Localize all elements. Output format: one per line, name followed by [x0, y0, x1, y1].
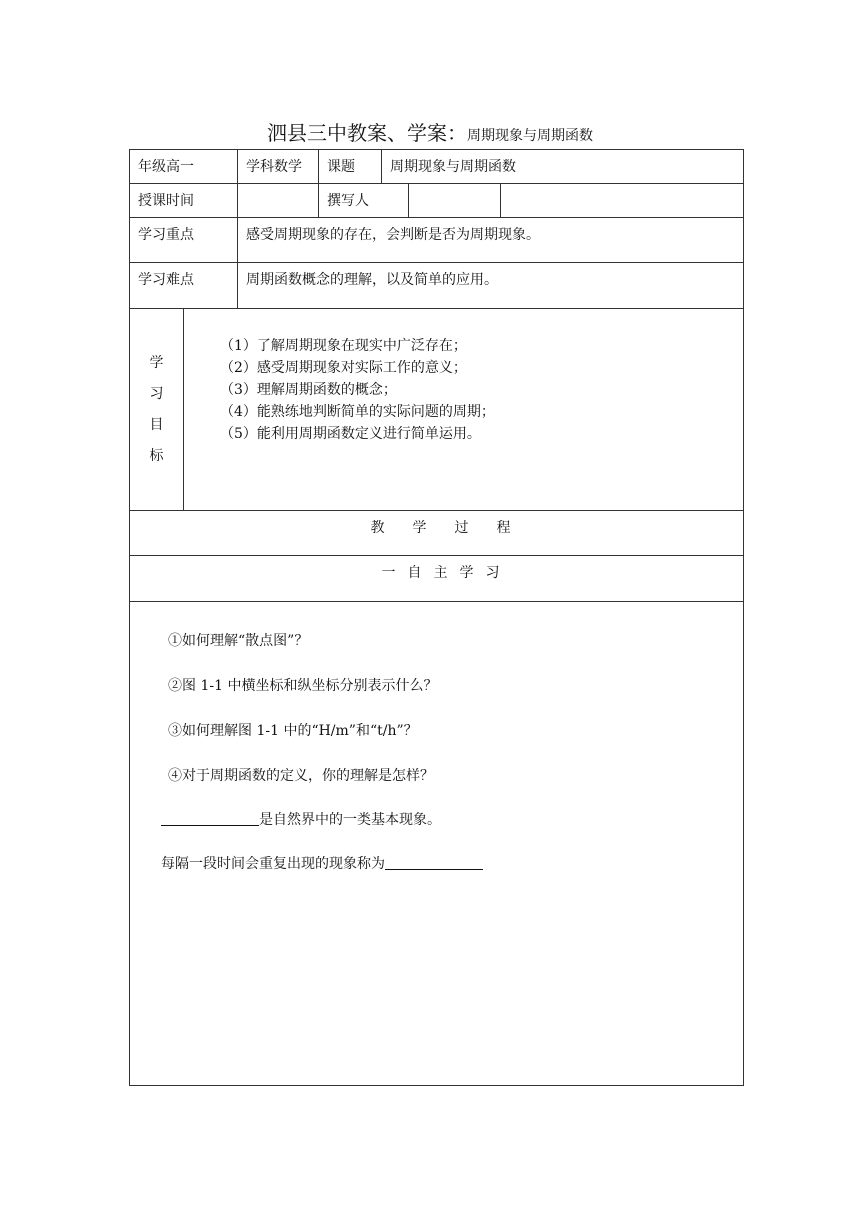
question-1: ①如何理解“散点图”？ — [168, 633, 309, 649]
author-value-cell — [409, 184, 501, 218]
blank-line[interactable] — [385, 855, 483, 870]
blank-line[interactable] — [161, 811, 259, 826]
question-2: ②图 1-1 中横坐标和纵坐标分别表示什么？ — [168, 678, 438, 694]
grade-cell: 年级高一 — [130, 150, 238, 184]
title-sub: 周期现象与周期函数 — [467, 128, 593, 144]
time-value-cell — [238, 184, 319, 218]
question-3: ③如何理解图 1-1 中的“H/m”和“t/h”？ — [168, 723, 418, 739]
key-point-label: 学习重点 — [130, 218, 238, 263]
objectives-label: 学 习 目 标 — [130, 309, 184, 511]
key-point-value: 感受周期现象的存在，会判断是否为周期现象。 — [238, 218, 744, 263]
fill-blank-2: 每隔一段时间会重复出现的现象称为 — [161, 853, 483, 873]
lesson-plan-table — [129, 149, 744, 1086]
objective-item: （4）能熟练地判断简单的实际问题的周期； — [220, 404, 495, 420]
title-main: 泗县三中教案、学案： — [267, 121, 467, 145]
self-study-area — [130, 602, 744, 1086]
objective-item: （1）了解周期现象在现实中广泛存在； — [220, 338, 467, 354]
author-label-cell: 撰写人 — [319, 184, 409, 218]
objective-item: （3）理解周期函数的概念； — [220, 382, 397, 398]
question-4: ④对于周期函数的定义，你的理解是怎样？ — [168, 768, 434, 784]
objectives-list — [184, 309, 744, 511]
section-heading: 一自主学习 — [130, 556, 744, 602]
topic-label-cell: 课题 — [319, 150, 382, 184]
page-title — [0, 117, 860, 146]
process-heading: 教学过程 — [130, 511, 744, 556]
difficulty-value: 周期函数概念的理解，以及简单的应用。 — [238, 263, 744, 309]
empty-cell — [501, 184, 744, 218]
fill-blank-1: 是自然界中的一类基本现象。 — [161, 809, 441, 829]
time-label-cell: 授课时间 — [130, 184, 238, 218]
objective-item: （2）感受周期现象对实际工作的意义； — [220, 360, 467, 376]
topic-value-cell: 周期现象与周期函数 — [382, 150, 744, 184]
objective-item: （5）能利用周期函数定义进行简单运用。 — [220, 426, 481, 442]
difficulty-label: 学习难点 — [130, 263, 238, 309]
subject-cell: 学科数学 — [238, 150, 319, 184]
